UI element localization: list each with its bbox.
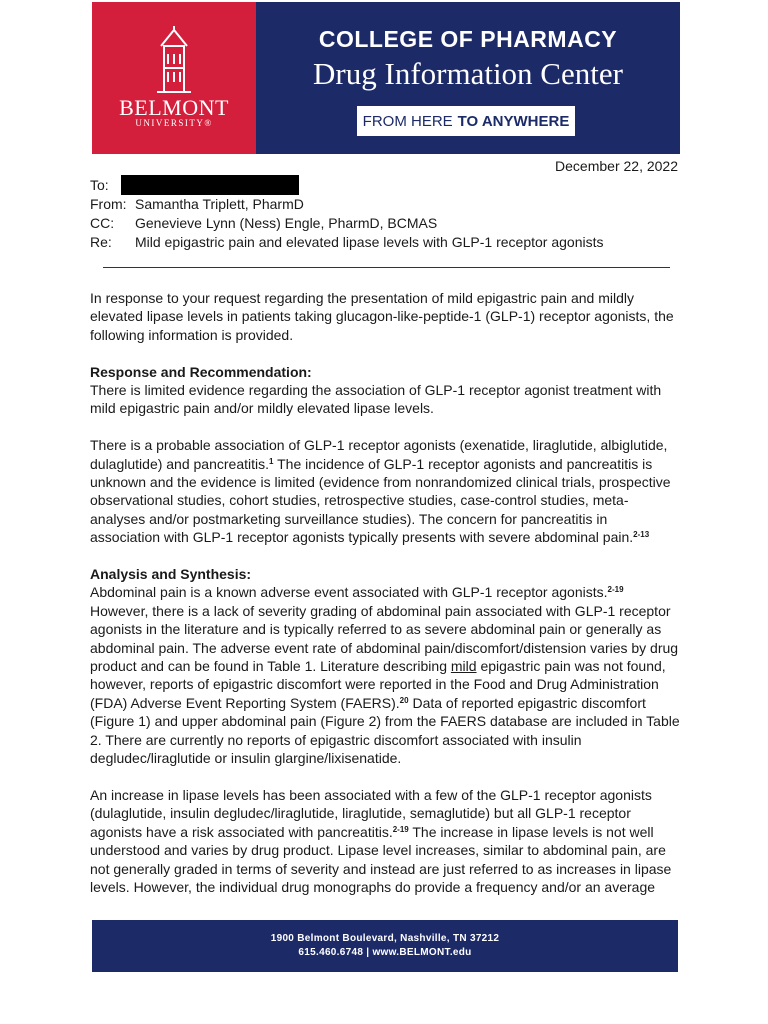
reference-sup: 2-19 [607,585,624,595]
memo-cc-row [90,214,603,233]
response-p2-text-b: The incidence of GLP-1 receptor agonists and pancreatitis is unknown and the evidence is limited (evidence from nonrandomized clinical trials, prospective observational studies, cohort studies, retrospective studies, case-control studies, meta-analyses and/or postmarketing surveillance studies). The concern for pancreatitis in association with GLP-1 receptor agonists typically presents with severe abdominal pain. [90,455,671,546]
tagline-part-b: TO ANYWHERE [457,112,570,130]
analysis-heading: Analysis and Synthesis: [90,566,252,583]
memo-body [90,289,680,915]
analysis-p1-text-c: epigastric pain was not found, however, reports of epigastric discomfort were reported in the Food and Drug Administration (FDA) Adverse Event Reporting System (FAERS). [90,658,666,711]
underlined-word: mild [450,658,477,675]
response-paragraph-2 [90,436,680,546]
reference-sup: 2-19 [392,824,409,834]
analysis-paragraph-2 [90,786,680,896]
bell-tower-icon [149,24,199,94]
reference-sup: 20 [399,695,409,705]
intro-paragraph: In response to your request regarding the presentation of mild epigastric pain and mildly elevated lipase levels in patients taking glucagon-like-peptide-1 (GLP-1) receptor agonists, the following information is provided. [90,290,674,343]
analysis-p2-text-a: An increase in lipase levels has been associated with a few of the GLP-1 receptor agonists (dulaglutide, insulin degludec/liraglutide, liraglutide, semaglutide) but all GLP-1 receptor agonists have a risk associated with pancreatitis. [90,786,652,840]
from-label: From: [90,196,127,212]
tagline-part-a: FROM HERE [362,112,453,130]
reference-sup: 1 [269,456,274,466]
redacted-recipient [121,175,299,195]
footer-address: 1900 Belmont Boulevard, Nashville, TN 37212 [270,933,500,944]
analysis-p2-text-b: The increase in lipase levels is not well understood and varies by drug product. Lipase level increases, similar to abdominal pain, are not generally graded in terms of severity and instead are just referred to as increases in lipase levels. However, the individual drug monographs do provide a frequency and/or an average [90,823,672,895]
logo-subtitle: UNIVERSITY® [135,118,213,128]
divider [103,267,670,268]
re-value: Mild epigastric pain and elevated lipase levels with GLP-1 receptor agonists [135,234,604,250]
analysis-p1-text-a: Abdominal pain is a known adverse event associated with GLP-1 receptor agonists. [90,584,608,601]
college-title: COLLEGE OF PHARMACY [318,26,618,52]
center-title: Drug Information Center [313,56,623,91]
memo-re-row [90,233,603,252]
belmont-logo [92,2,256,154]
response-p2-text-a: There is a probable association of GLP-1 receptor agonists (exenatide, liraglutide, albiglutide, dulaglutide) and pancreatitis. [90,437,668,472]
response-paragraph-1: There is limited evidence regarding the association of GLP-1 receptor agonist treatment with mild epigastric pain and/or mildly elevated lipase levels. [90,382,662,417]
memo-to-row [90,176,603,195]
reference-sup: 2-13 [633,530,650,540]
analysis-paragraph-1 [90,583,680,767]
cc-value: Genevieve Lynn (Ness) Engle, PharmD, BCMAS [135,215,438,231]
footer-contact: 615.460.6748 | www.BELMONT.edu [298,947,472,958]
analysis-p1-text-b: However, there is a lack of severity grading of abdominal pain associated with GLP-1 receptor agonists in the literature and is typically referred to as severe abdominal pain or generally as abdominal pain. The adverse event rate of abdominal pain/discomfort/distension varies by drug product and can be found in Table 1. Literature describing [90,602,679,675]
from-value: Samantha Triplett, PharmD [135,196,304,212]
re-label: Re: [90,234,112,250]
response-heading: Response and Recommendation: [90,363,312,380]
cc-label: CC: [90,215,115,231]
footer-banner [92,920,678,972]
memo-date: December 22, 2022 [555,158,678,174]
header-banner [92,2,680,154]
to-label: To: [90,177,109,193]
logo-name: BELMONT [119,95,229,120]
analysis-p1-text-d: Data of reported epigastric discomfort (Figure 1) and upper abdominal pain (Figure 2) from the FAERS database are included in Table 2. There are currently no reports of epigastric discomfort associated with insulin degludec/liraglutide or insulin glargine/lixisenatide. [90,694,680,767]
memo-from-row [90,195,603,214]
memo-header [90,176,603,252]
tagline [357,106,575,136]
